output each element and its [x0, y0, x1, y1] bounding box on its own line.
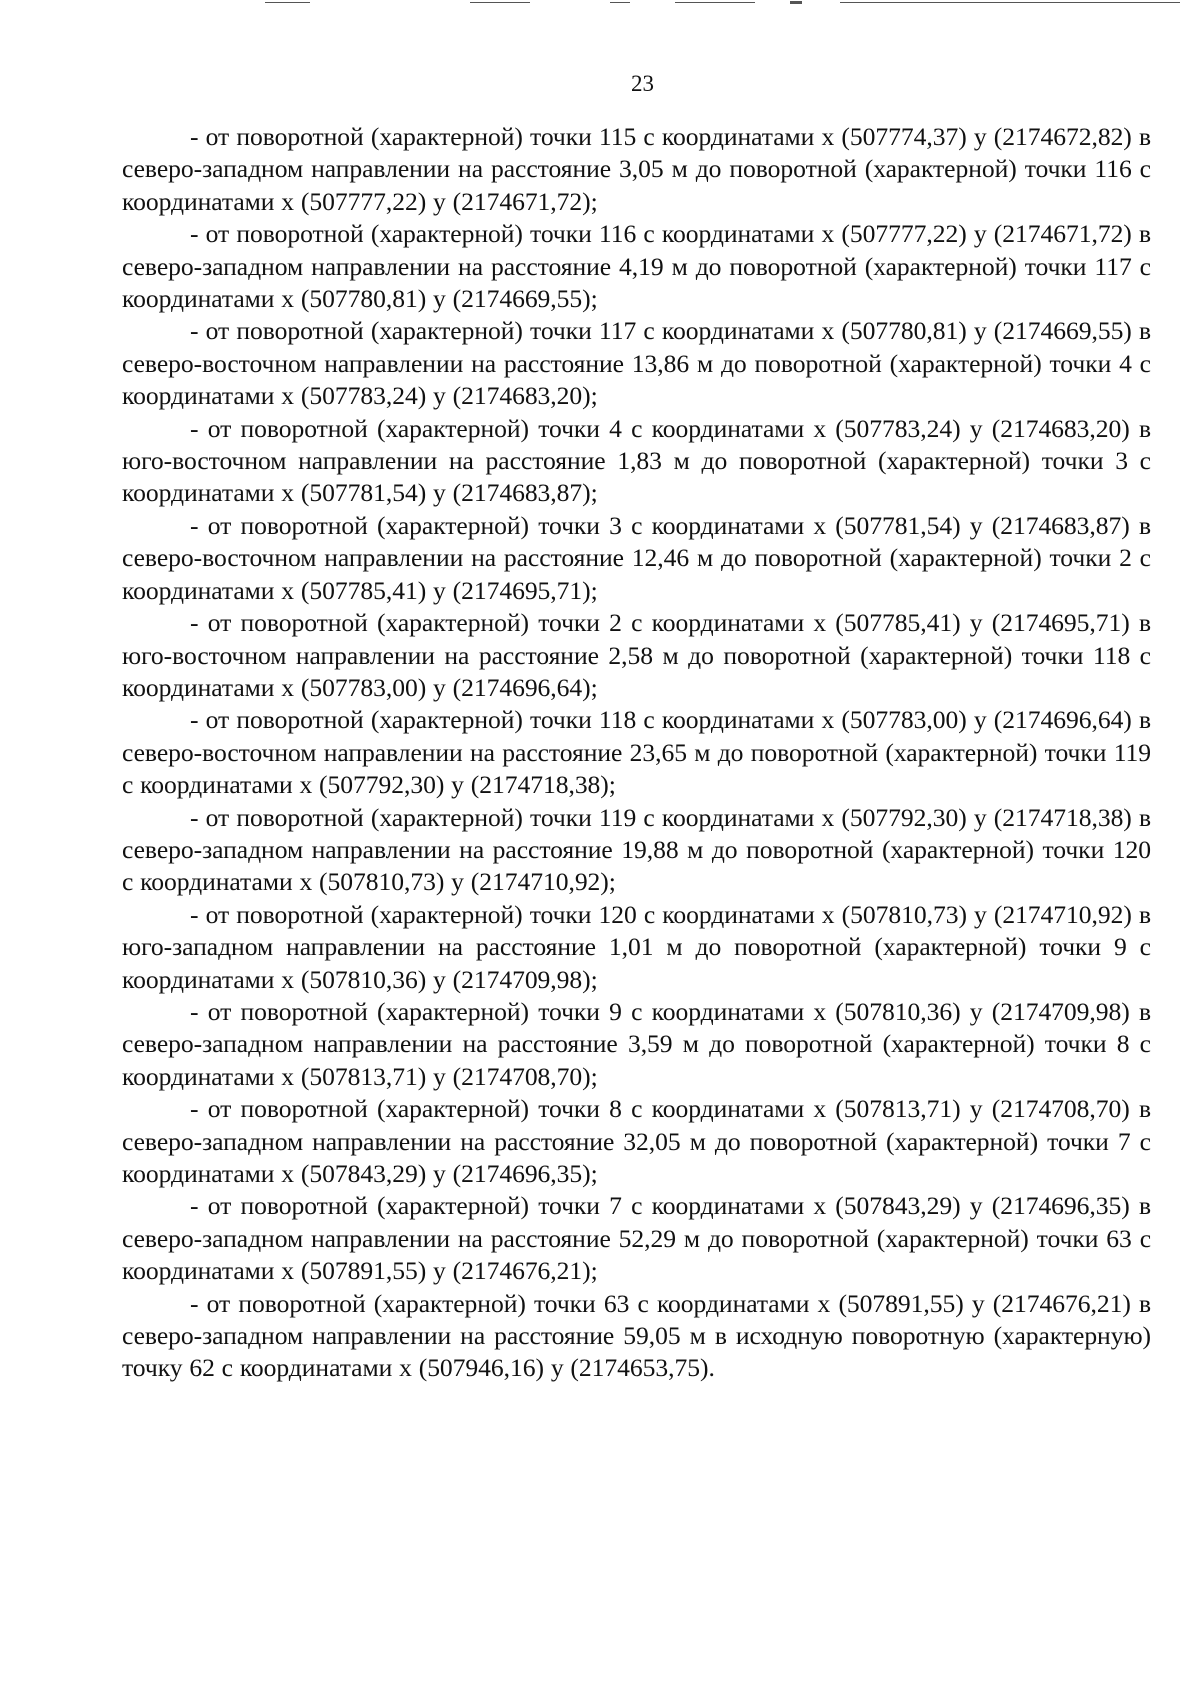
scan-top-edge — [0, 0, 1200, 10]
boundary-paragraph: - от поворотной (характерной) точки 7 с координатами х (507843,29) у (2174696,35) в северо-западном направлении на расстояние 52,29 м до поворотной (характерной) точки 63 с координатами х (507891,55) у (2174676,21); — [122, 1191, 1151, 1286]
boundary-paragraph: - от поворотной (характерной) точки 8 с координатами х (507813,71) у (2174708,70) в северо-западном направлении на расстояние 32,05 м до поворотной (характерной) точки 7 с координатами х (507843,29) у (2174696,35); — [122, 1094, 1151, 1188]
document-body — [122, 121, 1151, 1385]
boundary-paragraph: - от поворотной (характерной) точки 4 с координатами х (507783,24) у (2174683,20) в юго-восточном направлении на расстояние 1,83 м до поворотной (характерной) точки 3 с координатами х (507781,54) у (2174683,87); — [122, 413, 1151, 508]
boundary-paragraph: - от поворотной (характерной) точки 118 с координатами х (507783,00) у (2174696,64) в северо-восточном направлении на расстояние 23,65 м до поворотной (характерной) точки 119 с координатами х (507792,30) у (2174718,38); — [122, 705, 1151, 800]
boundary-paragraph: - от поворотной (характерной) точки 9 с координатами х (507810,36) у (2174709,98) в северо-западном направлении на расстояние 3,59 м до поворотной (характерной) точки 8 с координатами х (507813,71) у (2174708,70); — [122, 996, 1151, 1091]
boundary-paragraph: - от поворотной (характерной) точки 63 с координатами х (507891,55) у (2174676,21) в северо-западном направлении на расстояние 59,05 м в исходную поворотную (характерную) точку 62 с координатами х (507946,16) у (2174653,75). — [122, 1288, 1151, 1383]
boundary-paragraph: - от поворотной (характерной) точки 115 с координатами х (507774,37) у (2174672,82) в северо-западном направлении на расстояние 3,05 м до поворотной (характерной) точки 116 с координатами х (507777,22) у (2174671,72); — [122, 122, 1151, 216]
boundary-paragraph: - от поворотной (характерной) точки 116 с координатами х (507777,22) у (2174671,72) в северо-западном направлении на расстояние 4,19 м до поворотной (характерной) точки 117 с координатами х (507780,81) у (2174669,55); — [122, 219, 1151, 314]
boundary-paragraph: - от поворотной (характерной) точки 119 с координатами х (507792,30) у (2174718,38) в северо-западном направлении на расстояние 19,88 м до поворотной (характерной) точки 120 с координатами х (507810,73) у (2174710,92); — [122, 802, 1151, 897]
boundary-paragraph: - от поворотной (характерной) точки 117 с координатами х (507780,81) у (2174669,55) в северо-восточном направлении на расстояние 13,86 м до поворотной (характерной) точки 4 с координатами х (507783,24) у (2174683,20); — [122, 316, 1151, 411]
page-number: 23 — [631, 71, 654, 96]
boundary-paragraph: - от поворотной (характерной) точки 2 с координатами х (507785,41) у (2174695,71) в юго-восточном направлении на расстояние 2,58 м до поворотной (характерной) точки 118 с координатами х (507783,00) у (2174696,64); — [122, 608, 1151, 702]
boundary-paragraph: - от поворотной (характерной) точки 3 с координатами х (507781,54) у (2174683,87) в северо-восточном направлении на расстояние 12,46 м до поворотной (характерной) точки 2 с координатами х (507785,41) у (2174695,71); — [122, 510, 1151, 605]
boundary-paragraph: - от поворотной (характерной) точки 120 с координатами х (507810,73) у (2174710,92) в юго-западном направлении на расстояние 1,01 м до поворотной (характерной) точки 9 с координатами х (507810,36) у (2174709,98); — [122, 899, 1151, 994]
